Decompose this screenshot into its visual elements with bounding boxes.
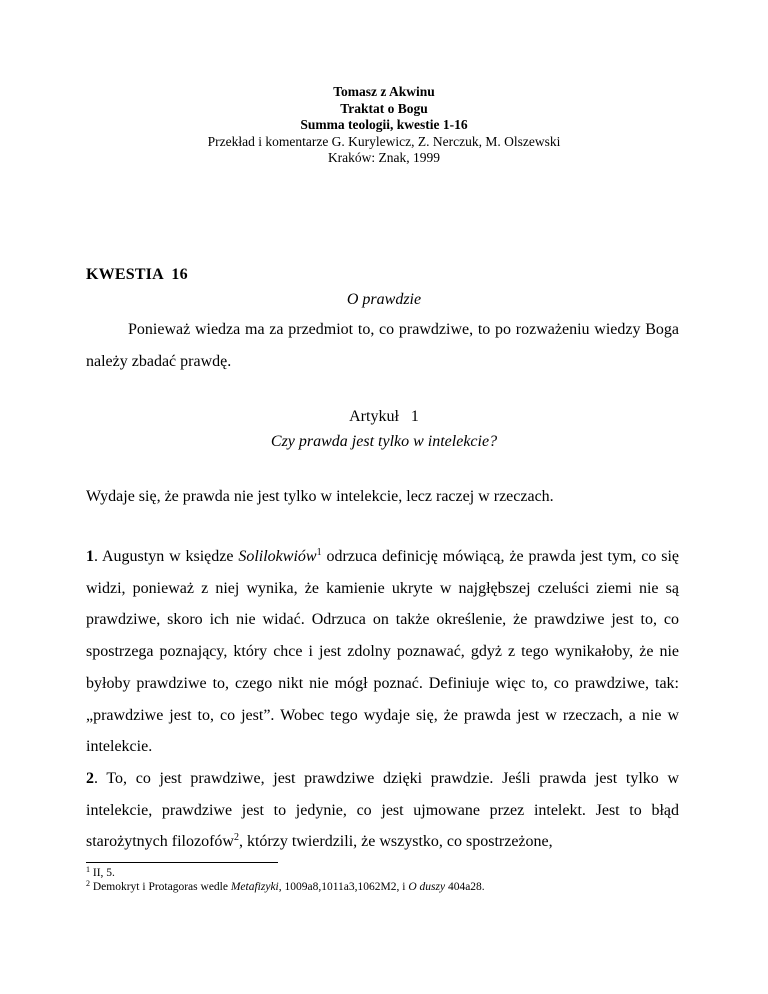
footnote-1-number: 1 bbox=[86, 865, 90, 874]
question-topic: O prawdzie bbox=[346, 291, 422, 308]
objection-1-text: odrzuca definicję mówiącą, że prawda jest tym, co się widzi, ponieważ z niej wynika, że kamienie ukryte w najgłębszej czeluści ziemi nie są prawdziwe, skoro ich nie widać. Odrzuca on także określenie, że prawdziwe jest to, co spostrzega poznający, który chce i jest zdolny poznawać, gdyż z tego wynikałoby, że nie byłoby prawdziwe to, czego nikt nie mógł poznać. Definiuje więc to, co prawdziwe, tak: „prawdziwe jest to, co jest”. Wobec tego wydaje się, że prawda jest w rzeczach, a nie w intelekcie. bbox=[86, 548, 680, 756]
objection-2-text: , którzy twierdzili, że wszystko, co spostrzeżone, bbox=[238, 833, 553, 851]
objection-2-paragraph bbox=[86, 763, 679, 858]
book-title: Traktat o Bogu bbox=[340, 100, 428, 116]
book-subtitle: Summa teologii, kwestie 1-16 bbox=[300, 117, 468, 132]
article-question: Czy prawda jest tylko w intelekcie? bbox=[270, 433, 498, 450]
article-label: Artykuł 1 bbox=[349, 408, 419, 425]
book-translators: Przekład i komentarze G. Kurylewicz, Z. Nerczuk, M. Olszewski bbox=[207, 133, 561, 149]
footnote-2-mid: , 1009a8,1011a3,1062M2, i bbox=[278, 881, 409, 893]
footnote-ref-2: 2 bbox=[233, 832, 239, 844]
book-header bbox=[0, 84, 768, 167]
thesis-paragraph: Wydaje się, że prawda nie jest tylko w intelekcie, lecz raczej w rzeczach. bbox=[86, 488, 554, 505]
footnote-2-work-1: Metafizyki bbox=[230, 881, 279, 893]
objection-2-number: 2 bbox=[86, 770, 94, 787]
objection-1-number: 1 bbox=[86, 548, 94, 565]
footnote-2-post: 404a28. bbox=[445, 881, 485, 893]
book-publisher: Kraków: Znak, 1999 bbox=[327, 150, 441, 165]
footnote-2 bbox=[86, 880, 485, 894]
question-heading: KWESTIA 16 bbox=[86, 266, 188, 283]
footnote-1-text: II, 5. bbox=[92, 867, 115, 879]
footnote-ref-1: 1 bbox=[316, 547, 322, 558]
footnote-divider bbox=[86, 862, 278, 863]
footnote-2-work-2: O duszy bbox=[408, 881, 446, 893]
objection-1-lead: . Augustyn w księdze bbox=[94, 548, 239, 565]
footnote-1 bbox=[86, 866, 115, 880]
objection-1-work: Solilokwiów bbox=[238, 548, 317, 565]
objection-2-lead: . To, co jest prawdziwe, jest prawdziwe dzięki prawdzie. Jeśli prawda jest tylko w intelekcie, prawdziwe jest to jedynie, co jest ujmowane przez intelekt. Jest to błąd starożytnych filozofów bbox=[86, 770, 679, 851]
footnote-2-number: 2 bbox=[86, 879, 90, 888]
intro-paragraph: Ponieważ wiedza ma za przedmiot to, co prawdziwe, to po rozważeniu wiedzy Boga należy zbadać prawdę. bbox=[86, 321, 679, 370]
objection-1-paragraph bbox=[86, 541, 679, 763]
book-author: Tomasz z Akwinu bbox=[333, 84, 435, 99]
footnote-2-pre: Demokryt i Protagoras wedle bbox=[92, 881, 231, 893]
